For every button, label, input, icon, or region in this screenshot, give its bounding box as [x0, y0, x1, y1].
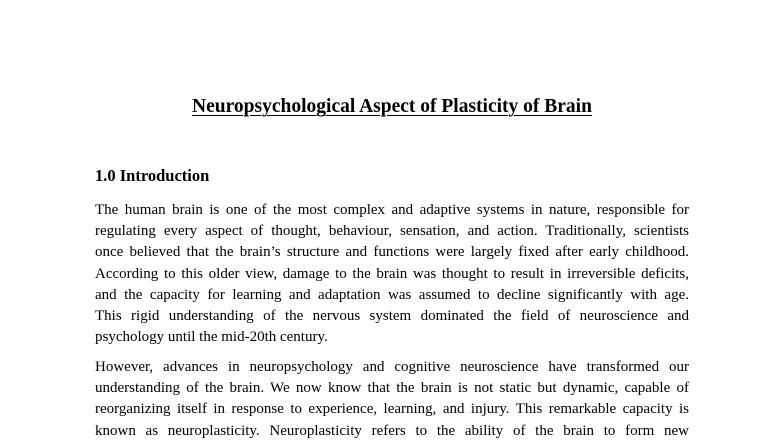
- paragraph-1: [95, 200, 689, 348]
- paragraph-line: and the capacity for learning and adaptation was assumed to decline significantly with age.: [95, 286, 689, 303]
- paragraph-line: The human brain is one of the most complex and adaptive systems in nature, responsible for: [95, 202, 689, 218]
- paragraph-line: known as neuroplasticity. Neuroplasticity refers to the ability of the brain to form new: [95, 422, 689, 439]
- paragraph-2: [95, 357, 689, 441]
- paragraph-line: psychology until the mid-20th century.: [95, 329, 328, 346]
- paragraph-line: However, advances in neuropsychology and cognitive neuroscience have transformed our: [95, 359, 689, 375]
- paragraph-line: once believed that the brain’s structure and functions were largely fixed after early childhood.: [95, 244, 689, 261]
- section-heading: 1.0 Introduction: [95, 166, 210, 185]
- paragraph-line: reorganizing itself in response to experience, learning, and injury. This remarkable capacity is: [95, 401, 689, 418]
- paragraph-line: understanding of the brain. We now know that the brain is not static but dynamic, capable of: [95, 380, 689, 397]
- paragraph-line: regulating every aspect of thought, behaviour, sensation, and action. Traditionally, scientists: [95, 223, 689, 240]
- document-title: Neuropsychological Aspect of Plasticity of Brain: [192, 96, 592, 117]
- paragraph-line: According to this older view, damage to the brain was thought to result in irreversible deficits,: [95, 265, 689, 282]
- paragraph-line: This rigid understanding of the nervous system dominated the field of neuroscience and: [95, 308, 689, 325]
